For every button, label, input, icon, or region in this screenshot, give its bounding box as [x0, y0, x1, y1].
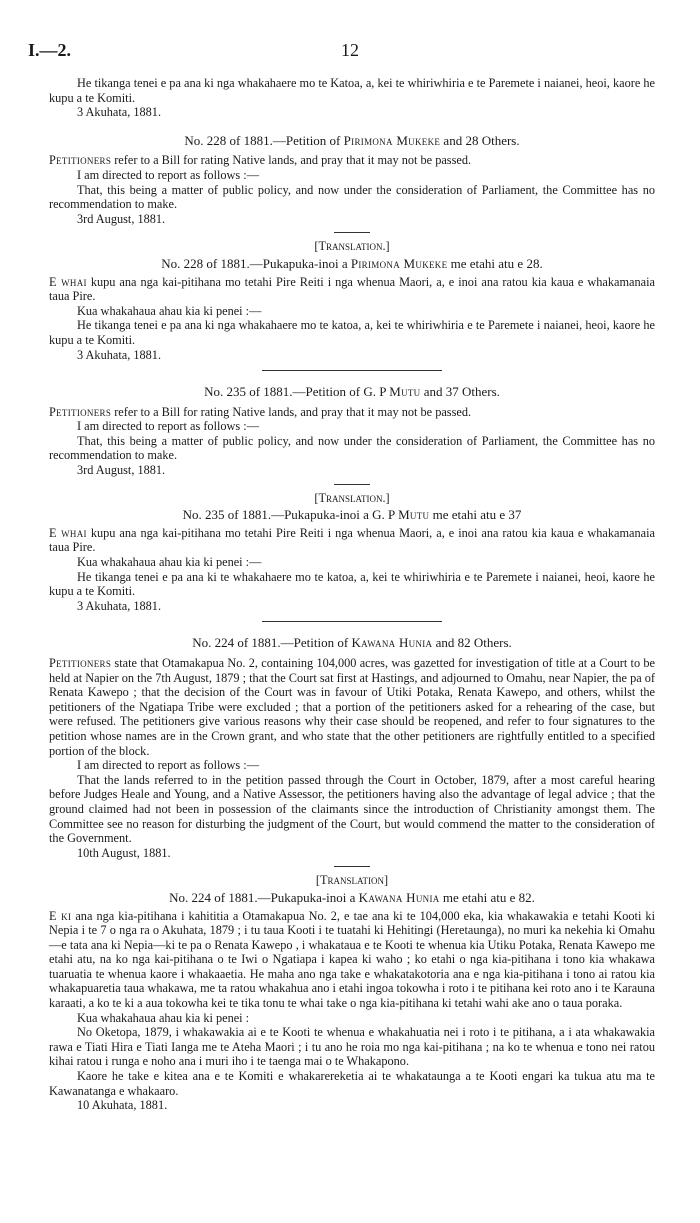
petition-224-translation	[49, 873, 655, 1113]
translation-label: [Translation.]	[314, 239, 390, 254]
continuation-paragraph: He tikanga tenei e pa ana ki nga whakahaere mo te Katoa, a, kei te whiriwhiria e te Paremete i naianei, heoi, kaore he kupu a te Komiti.	[49, 76, 655, 105]
report-body-continued: Kaore he take e kitea ana e te Komiti e whakarereketia ai te whakataunga a te Kooti engari ka tukua atu ma te Kawanatanga e whakaaro.	[49, 1069, 655, 1098]
petition-title: No. 235 of 1881.—Petition of G. P Mutu and 37 Others.	[204, 384, 500, 400]
divider-short	[334, 484, 370, 485]
divider-long	[262, 370, 442, 371]
page-number: 12	[341, 40, 359, 60]
report-body: That, this being a matter of public policy, and now under the consideration of Parliament, the Committee has no recommendation to make.	[49, 182, 655, 212]
divider-short	[334, 866, 370, 867]
report-date: 3rd August, 1881.	[77, 463, 166, 478]
translation-label: [Translation.]	[314, 490, 390, 505]
petition-228-english	[49, 134, 655, 234]
petition-summary: Petitioners refer to a Bill for rating Native lands, and pray that it may not be passed.	[49, 404, 472, 419]
translation-label: [Translation]	[315, 873, 389, 888]
report-body: He tikanga tenei e pa ana ki nga whakahaere mo te katoa, a, kei te whiriwhiria e te Paremete i naianei, heoi, kaore he kupu a te Komiti.	[49, 318, 655, 347]
report-directive: Kua whakahaua ahau kia ki penei :—	[77, 555, 262, 570]
divider-long	[262, 621, 442, 622]
petition-summary: E whai kupu ana nga kai-pitihana mo tetahi Pire Reiti i nga whenua Maori, a, e inoi ana ratou kia kaua e whakamanaia taua Pire.	[49, 525, 655, 555]
petition-title: No. 228 of 1881.—Petition of Pirimona Mukeke and 28 Others.	[184, 132, 520, 148]
petition-summary: Petitioners refer to a Bill for rating Native lands, and pray that it may not be passed.	[49, 153, 472, 168]
report-directive: Kua whakahaua ahau kia ki penei :	[77, 1010, 250, 1025]
report-date: 10th August, 1881.	[77, 845, 171, 860]
report-date: 10 Akuhata, 1881.	[77, 1098, 168, 1113]
petition-235-english	[49, 385, 655, 485]
report-directive: I am directed to report as follows :—	[77, 758, 260, 773]
petition-title: No. 235 of 1881.—Pukapuka-inoi a G. P Mutu me etahi atu e 37	[182, 507, 522, 523]
petition-title: No. 224 of 1881.—Petition of Kawana Hunia and 82 Others.	[192, 635, 512, 651]
report-date: 3 Akuhata, 1881.	[77, 347, 162, 362]
page-header	[28, 40, 672, 66]
petition-title: No. 228 of 1881.—Pukapuka-inoi a Pirimona Mukeke me etahi atu e 28.	[161, 255, 543, 271]
divider-short	[334, 232, 370, 233]
petition-224-english	[49, 636, 655, 867]
petition-title: No. 224 of 1881.—Pukapuka-inoi a Kawana Hunia me etahi atu e 82.	[169, 889, 535, 905]
report-date: 3 Akuhata, 1881.	[77, 598, 162, 613]
report-body: He tikanga tenei e pa ana ki te whakahaere mo te katoa, a, kei te whiriwhiria e te Paremete i naianei, heoi, kaore he kupu a te Komiti.	[49, 569, 655, 599]
petition-summary: E ki ana nga kia-pitihana i kahititia a Otamakapua No. 2, e tae ana ki te 104,000 eka, kia whakawakia e tetahi Kooti ki Nepia i te 7 o nga ra o Akuhata, 1879 ; i tu taua Kooti i te tuatahi ki Hehitingi (Heretaunga), no muri ka nekehia ki Omahu—e tata ana ki Nepia—ki te pa o Renata Kawepo , i whakataua e te Kooti te whenua kia Utiku Potaka, Renata Kawepo me etahi atu, na ko nga kai-pitihana o te Iwi o Ngatiapa i kapea ki waho ; ko etahi o nga kia-pitihana i tono kia whakawa tuaruatia te whenua kaore i whakaaetia. He maha ano nga take e whakatakotoria ana e nga kia-pitihana i tono ai ratou kia whakapuaretia taua whakawa, me ta ratou whakahua ano i etahi ingoa tokowha i roto i te pitihana kei roto ano i te Karauna karaati, a ko te ki a aua tokowha kei te tika tonu te whai take o nga kia-pitihana ki tetahi wahi ake ano o taua poraka.	[49, 908, 655, 1011]
report-body: That the lands referred to in the petition passed through the Court in October, 1879, after a most careful hearing before Judges Heale and Young, and a Native Assessor, the petitioners having also the advantage of legal advice ; that the ground claimed had not been in possession of the claimants since the introduction of Christianity amongst them. The Committee see no reason for disturbing the judgment of the Court, but would commend the matter to the consideration of the Government.	[49, 772, 655, 846]
petition-summary: Petitioners state that Otamakapua No. 2, containing 104,000 acres, was gazetted for investigation of title at a Court to be held at Napier on the 7th August, 1879 ; that the Court sat first at Hastings, and adjourned to Omahu, near Napier, the pa of Renata Kawepo ; that the decision of the Court was in favour of Utiki Potaka, Renata Kawepo, and others, whilst the petitioners of the Ngatiapa Tribe were excluded ; that a portion of the petitioners asked for a rehearing of the case, but were refused. The petitioners give various reasons why their case should be reopened, and refer to four signatures to the petition whose names are in the Crown grant, and who state that the other petitioners are rightfully entitled to a specified portion of the block.	[49, 656, 656, 758]
report-directive: I am directed to report as follows :—	[77, 167, 260, 182]
document-body	[49, 76, 655, 1113]
report-directive: Kua whakahaua ahau kia ki penei :—	[77, 303, 262, 318]
report-date: 3rd August, 1881.	[77, 211, 166, 226]
report-directive: I am directed to report as follows :—	[77, 419, 260, 434]
petition-summary: E whai kupu ana nga kai-pitihana mo tetahi Pire Reiti i nga whenua Maori, a, e inoi ana ratou kia kaua e whakamanaia taua Pire.	[49, 274, 655, 304]
petition-235-translation	[49, 491, 655, 623]
paper-reference: I.—2.	[28, 40, 72, 60]
petition-228-translation	[49, 239, 655, 371]
report-body: That, this being a matter of public policy, and now under the consideration of Parliament, the Committee has no recommendation to make.	[49, 433, 655, 463]
report-body: No Oketopa, 1879, i whakawakia ai e te Kooti te whenua e whakahuatia nei i roto i te pitihana, a i ata whakawakia rawa e Tiati Hira e Tiati Ianga me te Ateha Maori ; i tu ano he roia mo nga kai-pitihana ; na ko te whenua e tono nei ratou kihai ratou i runga e noho ana i muri iho i te taenga mai o te Whakapono.	[49, 1025, 655, 1069]
continuation-block	[49, 76, 655, 120]
continuation-date: 3 Akuhata, 1881.	[77, 105, 162, 120]
